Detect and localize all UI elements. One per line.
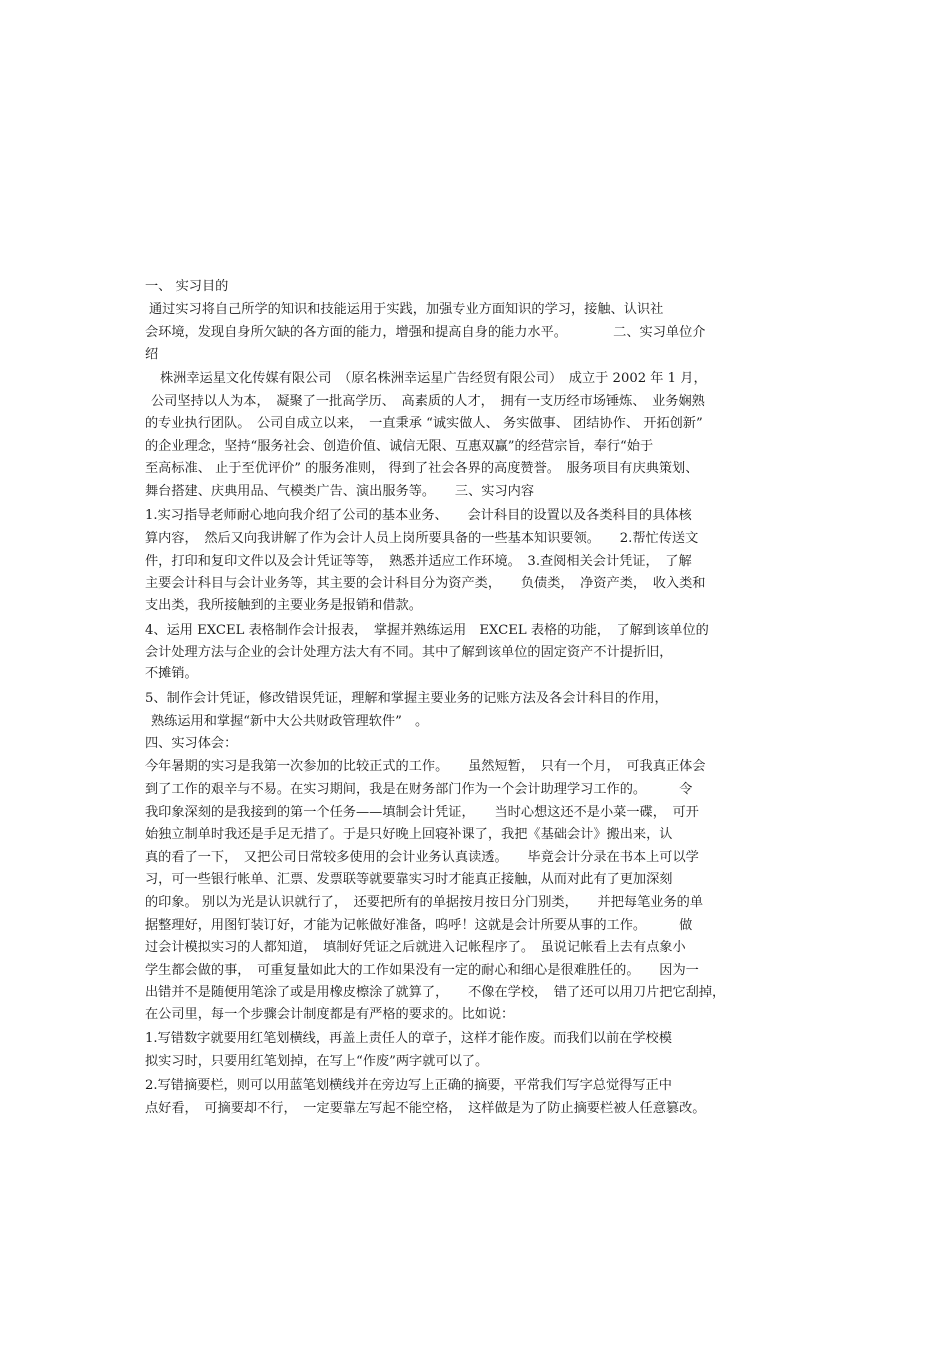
paragraph-line: 主要会计科目与会计业务等，其主要的会计科目分为资产类， 负债类， 净资产类， 收入类和 xyxy=(145,576,706,591)
paragraph-line: 绍 xyxy=(145,347,159,362)
paragraph-line: 到了工作的艰辛与不易。在实习期间，我是在财务部门作为一个会计助理学习工作的。 令 xyxy=(145,782,693,797)
paragraph-line: 件，打印和复印文件以及会计凭证等等， 熟悉并适应工作环境。 3.查阅相关会计凭证， 了解 xyxy=(145,554,692,569)
paragraph-line: 株洲幸运星文化传媒有限公司 （原名株洲幸运星广告经贸有限公司） 成立于 2002 年 1 月， xyxy=(160,371,707,386)
paragraph-line: 点好看， 可摘要却不行， 一定要靠左写起不能空格， 这样做是为了防止摘要栏被人任意篡改。 xyxy=(145,1101,706,1116)
paragraph-line: 过会计模拟实习的人都知道， 填制好凭证之后就进入记帐程序了。 虽说记帐看上去有点象小 xyxy=(145,940,686,955)
paragraph-line: 的专业执行团队。 公司自成立以来， 一直秉承 “诚实做人、 务实做事、 团结协作、 开拓创新” xyxy=(145,416,703,431)
paragraph-line: 真的看了一下， 又把公司日常较多使用的会计业务认真读透。 毕竟会计分录在书本上可以学 xyxy=(145,850,699,865)
paragraph-line: 出错并不是随便用笔涂了或是用橡皮檫涂了就算了， 不像在学校， 错了还可以用刀片把它刮掉， xyxy=(145,985,726,1000)
paragraph-line: 的企业理念，坚持“服务社会、创造价值、诚信无限、互惠双赢”的经营宗旨，奉行“始于 xyxy=(145,439,654,454)
paragraph-line: 习，可一些银行帐单、汇票、发票联等就要靠实习时才能真正接触，从而对此有了更加深刻 xyxy=(145,872,673,887)
paragraph-line: 在公司里，每一个步骤会计制度都是有严格的要求的。比如说： xyxy=(145,1007,515,1022)
paragraph-line: 通过实习将自己所学的知识和技能运用于实践，加强专业方面知识的学习，接触、认识社 xyxy=(149,302,664,317)
paragraph-line: 5、制作会计凭证，修改错误凭证，理解和掌握主要业务的记账方法及各会计科目的作用， xyxy=(145,691,668,706)
paragraph-line: 至高标准、 止于至优评价” 的服务准则， 得到了社会各界的高度赞誉。 服务项目有庆典策划、 xyxy=(145,461,699,476)
paragraph-line: 拟实习时，只要用红笔划掉，在写上“作废”两字就可以了。 xyxy=(145,1054,489,1069)
paragraph-line: 舞台搭建、庆典用品、气模类广告、演出服务等。 三、实习内容 xyxy=(145,484,535,499)
paragraph-line: 学生都会做的事， 可重复量如此大的工作如果没有一定的耐心和细心是很难胜任的。 因为一 xyxy=(145,963,699,978)
paragraph-line: 会计处理方法与企业的会计处理方法大有不同。其中了解到该单位的固定资产不计提折旧， xyxy=(145,645,673,660)
paragraph-line: 支出类，我所接触到的主要业务是报销和借款。 xyxy=(145,598,422,613)
paragraph-line: 今年暑期的实习是我第一次参加的比较正式的工作。 虽然短暂， 只有一个月， 可我真正体会 xyxy=(145,759,706,774)
paragraph-line: 公司坚持以人为本， 凝聚了一批高学历、 高素质的人才， 拥有一支历经市场锤炼、 业务娴熟 xyxy=(151,394,705,409)
paragraph-line: 不摊销。 xyxy=(145,666,198,681)
heading-practice-purpose: 一、 实习目的 xyxy=(145,279,229,294)
paragraph-line: 1.写错数字就要用红笔划横线，再盖上责任人的章子，这样才能作废。而我们以前在学校模 xyxy=(145,1031,672,1046)
paragraph-line: 算内容， 然后又向我讲解了作为会计人员上岗所要具备的一些基本知识要领。 2.帮忙传送文 xyxy=(145,531,699,546)
paragraph-line: 熟练运用和掌握“新中大公共财政管理软件” 。 xyxy=(151,714,429,729)
paragraph-line: 1.实习指导老师耐心地向我介绍了公司的基本业务、 会计科目的设置以及各类科目的具体核 xyxy=(145,508,692,523)
paragraph-line: 4、运用 EXCEL 表格制作会计报表， 掌握并熟练运用 EXCEL 表格的功能， 了解到该单位的 xyxy=(145,623,709,638)
heading-practice-experience: 四、实习体会： xyxy=(145,736,238,751)
paragraph-line: 我印象深刻的是我接到的第一个任务——填制会计凭证， 当时心想这还不是小菜一碟， 可开 xyxy=(145,805,699,820)
paragraph-line: 会环境，发现自身所欠缺的各方面的能力，增强和提高自身的能力水平。 二、实习单位介 xyxy=(145,325,706,340)
paragraph-line: 2.写错摘要栏，则可以用蓝笔划横线并在旁边写上正确的摘要，平常我们写字总觉得写正中 xyxy=(145,1078,672,1093)
paragraph-line: 据整理好，用图钉装订好，才能为记帐做好准备，呜呼！这就是会计所要从事的工作。 做 xyxy=(145,918,693,933)
paragraph-line: 的印象。 别以为光是认识就行了， 还要把所有的单据按月按日分门别类， 并把每笔业务的单 xyxy=(145,895,704,910)
paragraph-line: 始独立制单时我还是手足无措了。于是只好晚上回寝补课了，我把《基础会计》搬出来，认 xyxy=(145,827,673,842)
